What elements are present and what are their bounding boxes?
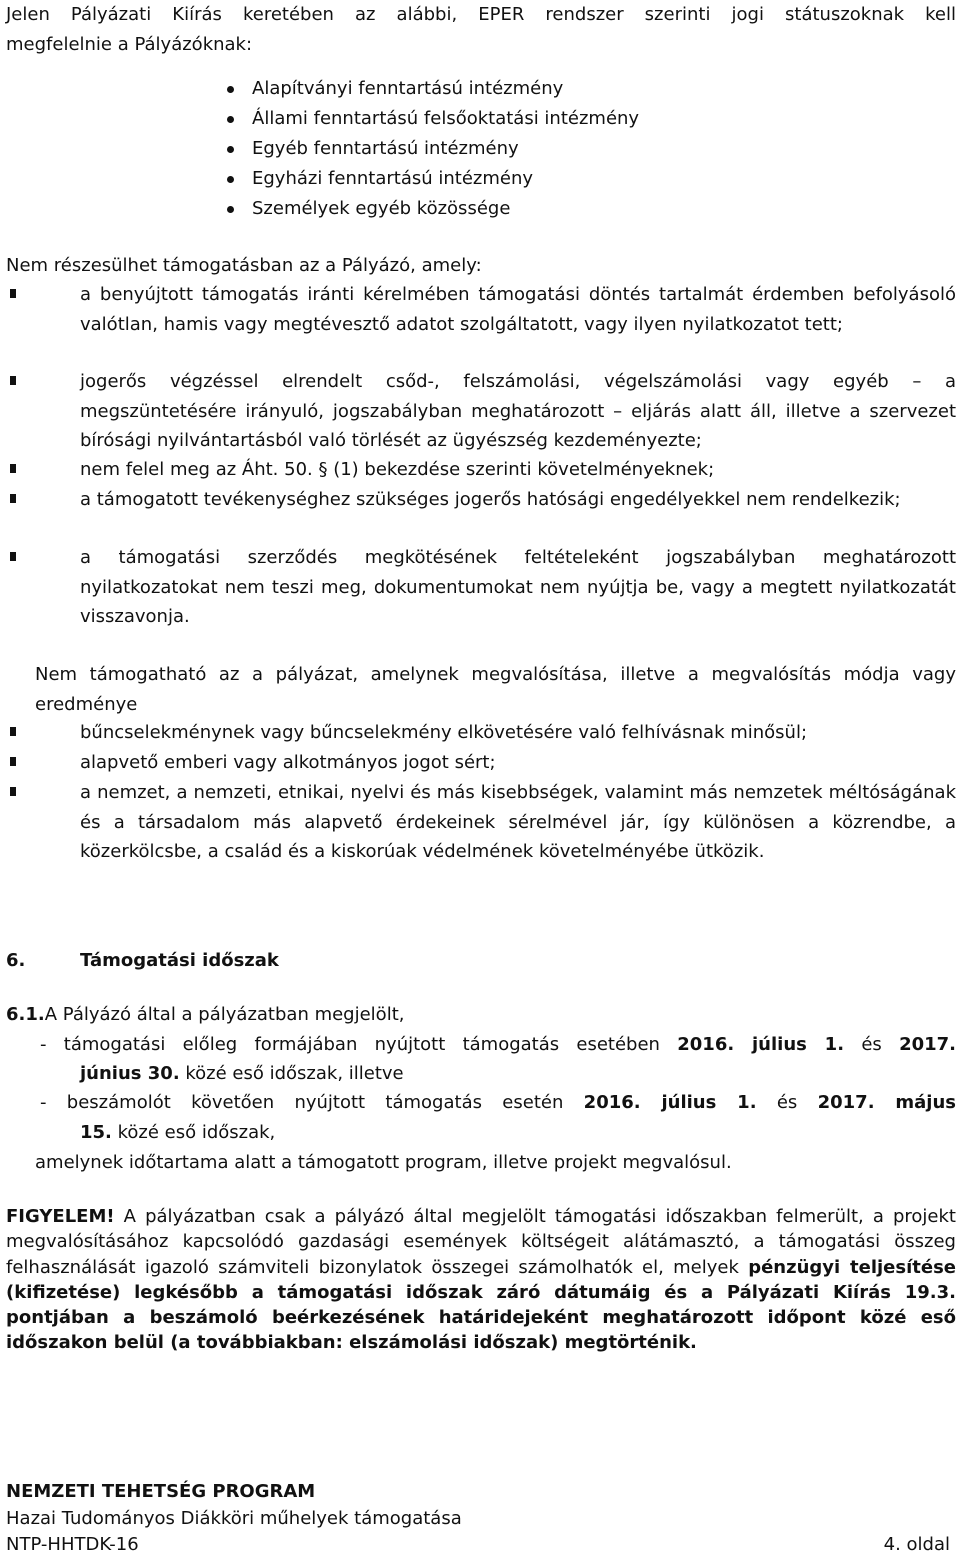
period-line-2: - beszámolót követően nyújtott támogatás esetén 2016. július 1. és 2017. május <box>40 1092 956 1113</box>
list-item: Egyházi fenntartású intézmény <box>220 164 639 194</box>
not-supported-heading: Nem támogatható az a pályázat, amelynek megvalósítása, illetve a megvalósítás módja vagy eredménye <box>35 664 956 715</box>
not-supported-item: a nemzet, a nemzeti, etnikai, nyelvi és más kisebbségek, valamint más nemzetek méltóságának és a társadalom más alapvető érdekeinek sérelmével jár, így különösen a közrendbe, a közerkölcsbe, a család és a kiskorúak védelmének követelményébe ütközik. <box>80 778 956 867</box>
status-list <box>220 74 639 224</box>
period-closing: amelynek időtartama alatt a támogatott program, illetve projekt megvalósul. <box>35 1152 732 1173</box>
section-6-heading <box>6 946 279 976</box>
not-supported-item: bűncselekménynek vagy bűncselekmény elkövetésére való felhívásnak minősül; <box>80 718 956 748</box>
page-number: 4. oldal <box>883 1534 950 1555</box>
bullet-icon <box>227 176 234 183</box>
period-line-2-cont: 15. közé eső időszak, <box>80 1122 276 1143</box>
footer-subtitle: Hazai Tudományos Diákköri műhelyek támogatása <box>6 1508 462 1529</box>
square-bullet-icon <box>10 494 16 503</box>
list-item: Állami fenntartású felsőoktatási intézmény <box>220 104 639 134</box>
square-bullet-icon <box>10 552 16 561</box>
exclusion-item: a támogatási szerződés megkötésének feltételeként jogszabályban meghatározott nyilatkozatokat nem teszi meg, dokumentumokat nem nyújtja be, vagy a megtett nyilatkozatát visszavonja. <box>80 543 956 632</box>
exclusion-heading: Nem részesülhet támogatásban az a Pályázó, amely: <box>6 255 482 276</box>
footer-program: NEMZETI TEHETSÉG PROGRAM <box>6 1481 316 1502</box>
exclusion-item: nem felel meg az Áht. 50. § (1) bekezdése szerinti követelményeknek; <box>80 455 956 485</box>
square-bullet-icon <box>10 757 16 766</box>
exclusion-item: a támogatott tevékenységhez szükséges jogerős hatósági engedélyekkel nem rendelkezik; <box>80 485 956 515</box>
bullet-icon <box>227 146 234 153</box>
square-bullet-icon <box>10 727 16 736</box>
list-item: Alapítványi fenntartású intézmény <box>220 74 639 104</box>
square-bullet-icon <box>10 289 16 298</box>
exclusion-item: a benyújtott támogatás iránti kérelmében támogatási döntés tartalmát érdemben befolyásoló valótlan, hamis vagy megtévesztő adatot szolgáltatott, vagy ilyen nyilatkozatot tett; <box>80 280 956 339</box>
list-item: Személyek egyéb közössége <box>220 194 639 224</box>
footer-code-row <box>6 1531 956 1558</box>
section-number: 6. <box>6 950 26 971</box>
warning-paragraph: FIGYELEM! A pályázatban csak a pályázó által megjelölt támogatási időszakban felmerült, a projekt megvalósításához kapcsolódó gazdasági események költségeit alátámasztó, a támogatási összeg felhasználását igazoló számviteli bizonylatok összegei számolhatók el, melyek pénzügyi teljesítése (kifizetése) legkésőbb a támogatási időszak záró dátumáig és a Pályázati Kiírás 19.3. pontjában a beszámoló beérkezésének határidejeként meghatározott időpont közé eső időszakon belül (a továbbiakban: elszámolási időszak) megtörténik. <box>6 1206 957 1354</box>
bullet-icon <box>227 86 234 93</box>
bullet-icon <box>227 116 234 123</box>
intro-line-2: megfelelnie a Pályázóknak: <box>6 34 253 55</box>
not-supported-item: alapvető emberi vagy alkotmányos jogot sért; <box>80 748 956 778</box>
intro-line-1: Jelen Pályázati Kiírás keretében az alábbi, EPER rendszer szerinti jogi státuszoknak kell <box>6 4 956 25</box>
section-6-1-intro: 6.1.A Pályázó által a pályázatban megjelölt, <box>6 1004 405 1025</box>
square-bullet-icon <box>10 464 16 473</box>
square-bullet-icon <box>10 787 16 796</box>
period-line-1: - támogatási előleg formájában nyújtott támogatás esetében 2016. július 1. és 2017. <box>40 1034 956 1055</box>
exclusion-item: jogerős végzéssel elrendelt csőd-, felszámolási, végelszámolási vagy egyéb – a megszüntetésére irányuló, jogszabályban meghatározott – eljárás alatt áll, illetve a szervezet bírósági nyilvántartásból való törlését az ügyészség kezdeményezte; <box>80 367 956 456</box>
footer-code: NTP-HHTDK-16 <box>6 1534 139 1555</box>
warning-label: FIGYELEM! <box>6 1206 115 1227</box>
square-bullet-icon <box>10 376 16 385</box>
period-line-1-cont: június 30. közé eső időszak, illetve <box>80 1063 404 1084</box>
section-title: Támogatási időszak <box>80 950 279 971</box>
bullet-icon <box>227 206 234 213</box>
list-item: Egyéb fenntartású intézmény <box>220 134 639 164</box>
